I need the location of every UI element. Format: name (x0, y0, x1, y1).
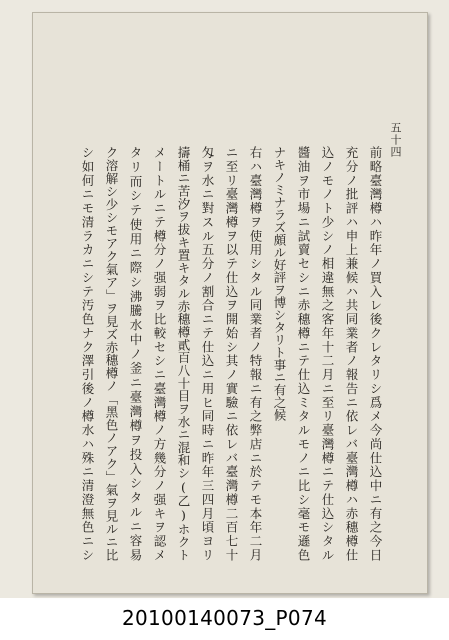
text-column-12: ク溶解シ少シモアク氣ア」ヲ見ズ赤穗樽ノ「黑色ノアク」氣ヲ見ルニ比 (104, 146, 119, 561)
text-column-7: ニ至リ臺灣樽ヲ以テ仕込ヲ開始シ其ノ實驗ニ依レバ臺灣樽二百七十 (224, 146, 239, 561)
text-column-2: 充分ノ批評ハ申上兼候ハ共同業者ノ報告ニ依レバ臺灣樽ハ赤穗樽仕 (344, 146, 359, 561)
page-number: 五十四 (389, 122, 402, 158)
text-column-11: タリ而シテ使用ニ際シ沸騰水中ノ釜ニ臺灣樽ヲ投入シタルニ容易 (128, 146, 143, 561)
text-column-3: 込ノモノト少シノ相違無之客年十二月ニ至リ臺灣樽ニテ仕込シタル (320, 146, 335, 561)
text-column-10: メートルニテ樽分ノ强弱ヲ比較セシニ臺灣樽ノ方幾分ノ强キヲ認メ (152, 146, 167, 561)
text-column-5: ナキノミナラズ頗ル好評ヲ博シタリト事ニ有之候 (272, 146, 287, 421)
text-column-8: 匁ヲ水ニ對スル五分ノ割合ニテ仕込ニ用ヒ同時ニ昨年三四月頃ヨリ (200, 146, 215, 561)
text-column-4: 醬油ヲ市場ニ試賣セシニ赤穗樽ニテ仕込ミタルモノニ比シ毫モ遜色 (296, 146, 311, 561)
text-column-13: シ如何ニモ清ラカニシテ汚色ナク澤引後ノ樽水ハ殊ニ清澄無色ニシ (80, 146, 95, 561)
text-column-9: 擣桶ニ苦汐ヲ拔キ置キタル赤穗樽貳百八十目ヲ水ニ混和シ(乙)ホクト (176, 146, 191, 561)
text-column-1: 前略臺灣樽ハ昨年ノ買入レ後クレタリシ爲メ今尚仕込中ニ有之今日 (368, 146, 383, 561)
document-page (32, 12, 428, 594)
text-column-6: 右ハ臺灣樽ヲ使用シタル同業者ノ特報ニ有之弊店ニ於テモ本年二月 (248, 146, 263, 561)
image-caption: 20100140073_P074 (121, 606, 327, 630)
